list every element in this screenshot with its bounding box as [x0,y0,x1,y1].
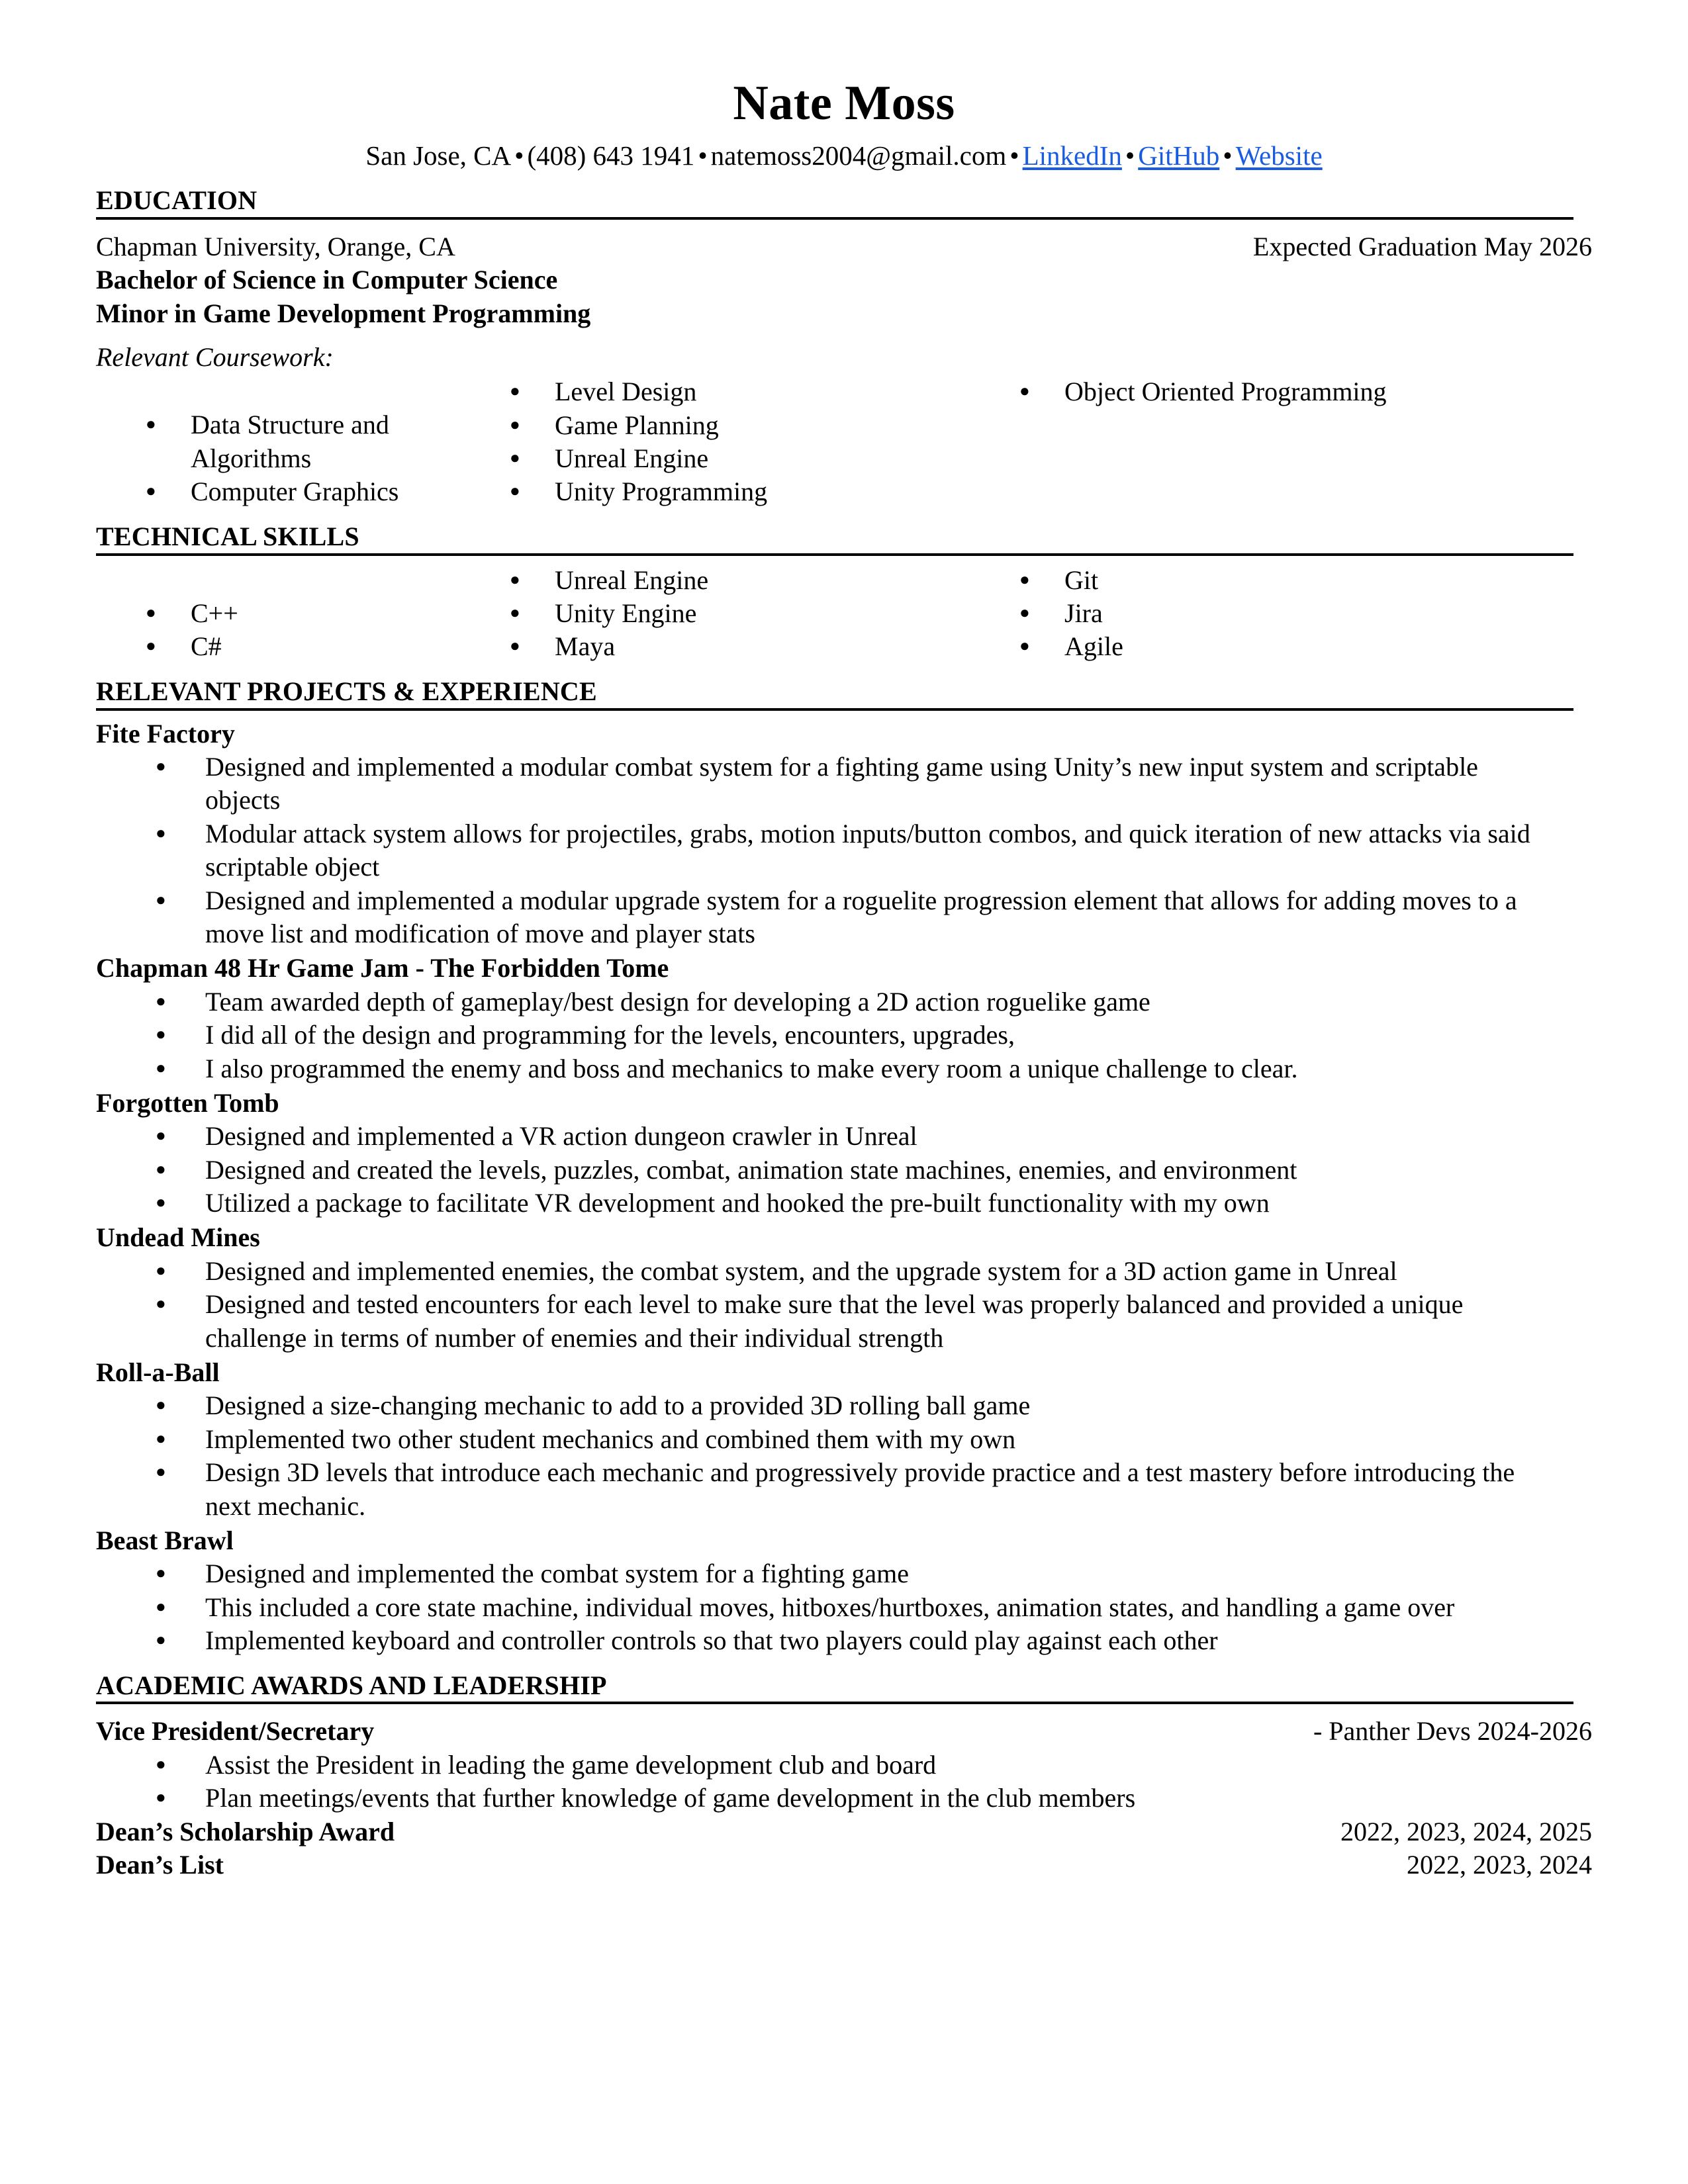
list-item: ● Modular attack system allows for projectiles, grabs, motion inputs/button combos, and quick iteration of new attacks via said scriptable object [96,817,1592,884]
list-item: ● Designed and implemented a modular combat system for a fighting game using Unity’s new input system and scriptable objects [96,751,1592,817]
section-rule-awards [96,1702,1573,1704]
leadership-role-title: Vice President/Secretary [96,1716,375,1747]
list-item: ● Plan meetings/events that further knowledge of game development in the club members [96,1782,1592,1815]
list-item: ● Designed and tested encounters for each level to make sure that the level was properly balanced and provided a unique challenge in terms of number of enemies and their individual strength [96,1288,1592,1355]
section-heading-technical-skills: TECHNICAL SKILLS [96,521,359,551]
coursework-list-2 [510,375,1019,509]
project-bullets [96,985,1592,1085]
list-item: ● Unity Engine [510,597,1019,630]
list-item: ● Unreal Engine [510,564,1019,597]
projects-list [96,717,1592,1658]
leadership-role-org: - Panther Devs 2024-2026 [1313,1716,1592,1747]
list-item: ● Data Structure and Algorithms [146,408,510,475]
section-heading-education: EDUCATION [96,185,258,215]
list-item: ● Unreal Engine [510,442,1019,475]
project-bullets [96,1389,1592,1523]
list-item: ● Designed and implemented a VR action dungeon crawler in Unreal [96,1120,1592,1153]
coursework-column-1 [96,375,510,509]
education-degree: Bachelor of Science in Computer Science [96,265,558,295]
list-item: ● Designed and implemented enemies, the combat system, and the upgrade system for a 3D action game in Unreal [96,1255,1592,1288]
project-title: Undead Mines [96,1222,260,1253]
section-heading-awards: ACADEMIC AWARDS AND LEADERSHIP [96,1670,607,1700]
award-row [96,1815,1592,1848]
contact-phone: (408) 643 1941 [527,140,695,171]
list-item: ● Game Planning [510,409,1019,442]
leadership-bullets [96,1749,1592,1815]
contact-location: San Jose, CA [365,140,512,171]
list-item: ● Designed and implemented the combat system for a fighting game [96,1557,1592,1590]
list-item: ● Unity Programming [510,475,1019,508]
list-item: ● Jira [1019,597,1523,630]
list-item: ● Utilized a package to facilitate VR development and hooked the pre-built functionality with my own [96,1187,1592,1220]
list-item: ● Designed a size-changing mechanic to add to a provided 3D rolling ball game [96,1389,1592,1422]
list-item: ● I also programmed the enemy and boss and mechanics to make every room a unique challenge to clear. [96,1052,1592,1085]
award-years: 2022, 2023, 2024, 2025 [1340,1816,1592,1846]
skills-column-1 [96,564,510,664]
list-item: ● I did all of the design and programming for the levels, encounters, upgrades, [96,1019,1592,1052]
list-item: ● Level Design [510,375,1019,408]
project-title: Fite Factory [96,718,235,749]
coursework-list-3 [1019,375,1523,408]
project-bullets [96,1120,1592,1220]
list-item: ● Implemented two other student mechanics and combined them with my own [96,1423,1592,1456]
website-link[interactable]: Website [1235,140,1323,171]
list-item: ● Maya [510,630,1019,663]
separator-bullet-4: • [1125,140,1135,171]
separator-bullet-2: • [698,140,708,171]
skills-list-1 [146,597,510,664]
list-item: ● Team awarded depth of gameplay/best design for developing a 2D action roguelike game [96,985,1592,1019]
list-item: ● Assist the President in leading the game development club and board [96,1749,1592,1782]
project-bullets [96,1557,1592,1657]
education-graduation: Expected Graduation May 2026 [1252,231,1592,261]
awards-block [96,1715,1592,1882]
education-minor: Minor in Game Development Programming [96,298,591,328]
list-item: ● Computer Graphics [146,475,510,508]
list-item: ● This included a core state machine, individual moves, hitboxes/hurtboxes, animation states, and handling a game over [96,1591,1592,1624]
section-rule-technical-skills [96,553,1573,556]
coursework-column-2 [510,375,1019,509]
coursework-columns [96,375,1592,509]
award-row [96,1848,1592,1882]
skills-columns [96,564,1592,664]
project-title: Roll-a-Ball [96,1357,220,1388]
coursework-label: Relevant Coursework: [96,341,334,372]
list-item: ● Object Oriented Programming [1019,375,1523,408]
section-rule-education [96,217,1573,220]
project-title: Forgotten Tomb [96,1087,279,1118]
project-title: Chapman 48 Hr Game Jam - The Forbidden Tome [96,953,669,983]
section-rule-projects [96,708,1573,711]
award-title: Dean’s List [96,1849,224,1880]
coursework-list-1 [146,408,510,508]
coursework-column-3 [1019,375,1523,509]
github-link[interactable]: GitHub [1138,140,1220,171]
project-bullets [96,751,1592,950]
list-item: ● C# [146,630,510,663]
award-title: Dean’s Scholarship Award [96,1816,395,1846]
list-item: ● C++ [146,597,510,630]
separator-bullet-1: • [514,140,524,171]
award-years: 2022, 2023, 2024 [1407,1849,1592,1880]
list-item: ● Agile [1019,630,1523,663]
education-school-row [96,230,1592,263]
separator-bullet-5: • [1223,140,1233,171]
list-item: ● Implemented keyboard and controller controls so that two players could play against each other [96,1624,1592,1657]
list-item: ● Design 3D levels that introduce each mechanic and progressively provide practice and a test mastery before introducing the next mechanic. [96,1456,1592,1523]
education-block [96,230,1592,330]
education-school: Chapman University, Orange, CA [96,231,455,261]
list-item: ● Git [1019,564,1523,597]
separator-bullet-3: • [1009,140,1019,171]
skills-column-3 [1019,564,1523,664]
list-item: ● Designed and implemented a modular upgrade system for a roguelite progression element that allows for adding moves to a move list and modification of move and player stats [96,884,1592,951]
contact-email: natemoss2004@gmail.com [710,140,1007,171]
section-heading-projects: RELEVANT PROJECTS & EXPERIENCE [96,676,597,706]
leadership-role-row [96,1715,1592,1748]
linkedin-link[interactable]: LinkedIn [1022,140,1122,171]
project-bullets [96,1255,1592,1355]
skills-list-3 [1019,564,1523,664]
page-title: Nate Moss [733,76,955,130]
list-item: ● Designed and created the levels, puzzles, combat, animation state machines, enemies, and environment [96,1154,1592,1187]
contact-line [96,130,1592,173]
skills-column-2 [510,564,1019,664]
skills-list-2 [510,564,1019,664]
project-title: Beast Brawl [96,1525,234,1555]
